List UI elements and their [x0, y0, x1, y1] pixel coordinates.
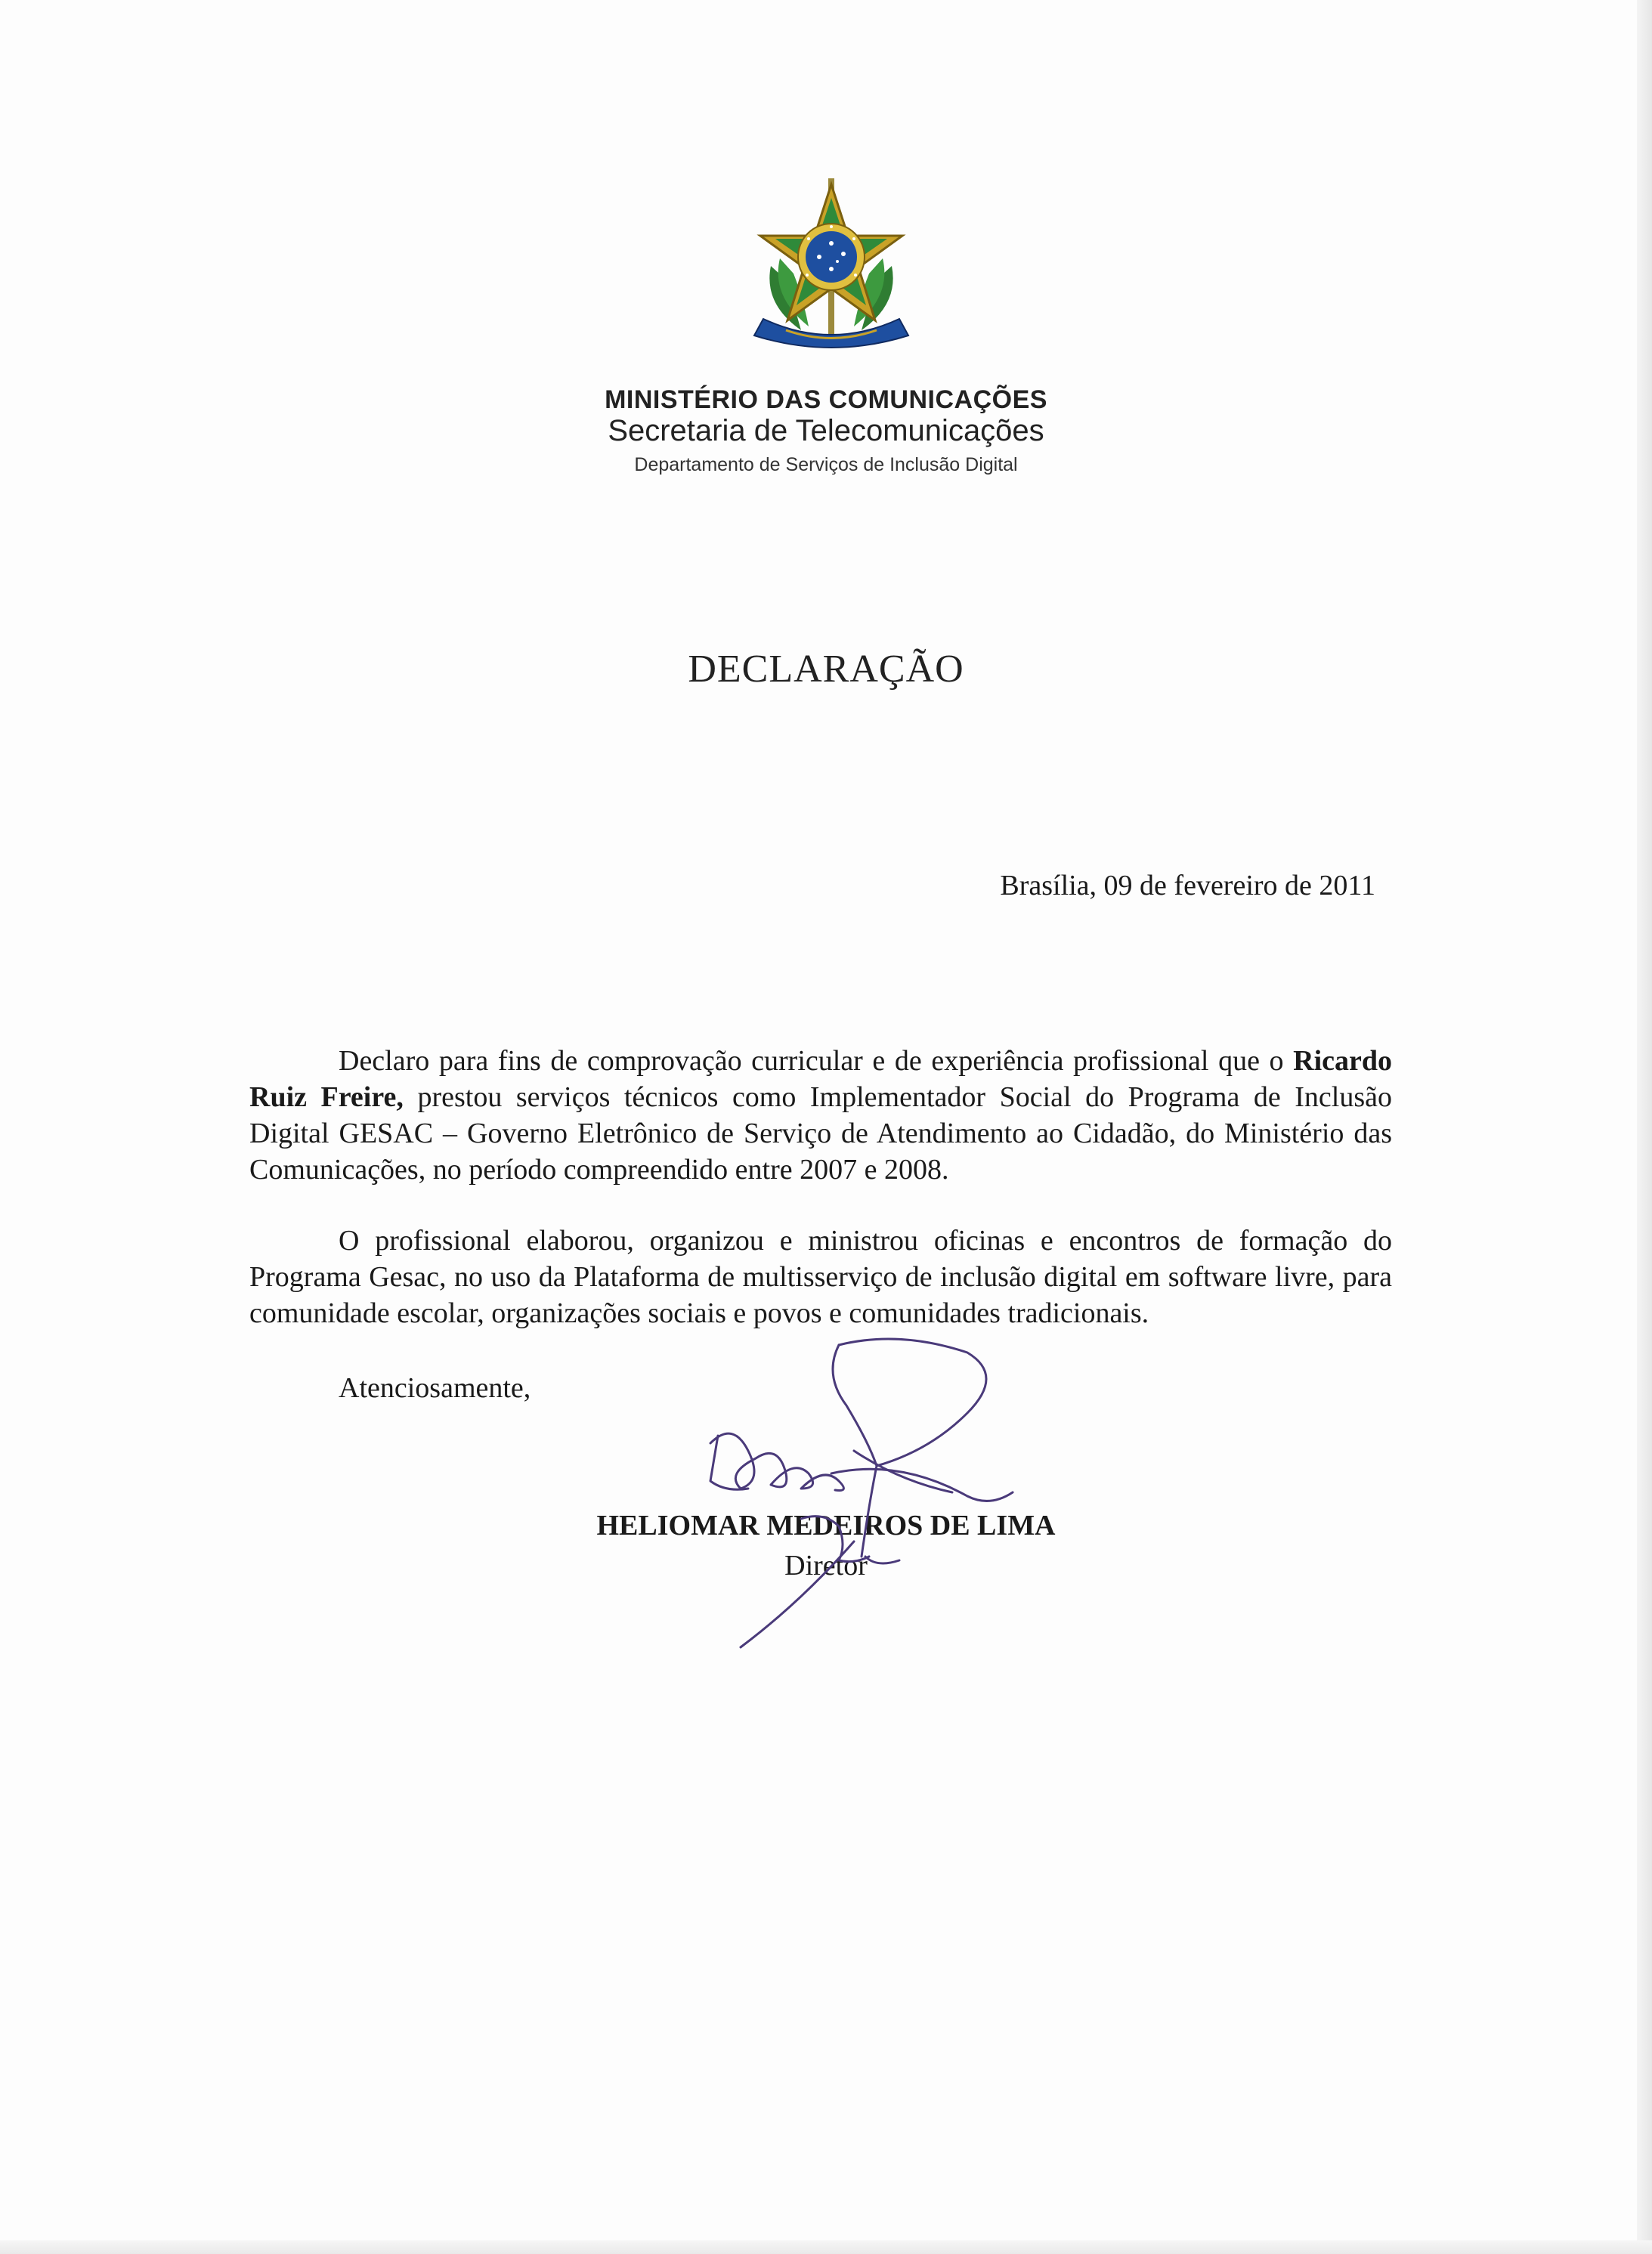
closing-salutation: Atenciosamente,: [339, 1372, 531, 1404]
brazil-coat-of-arms-icon: [741, 175, 922, 357]
signer-role: Diretor: [784, 1550, 868, 1582]
paragraph-1-body: prestou serviços técnicos como Implementador Social do Programa de Inclusão Digital GESAC – Governo Eletrônico de Serviço de Atendimento ao Cidadão, do Ministério das Comunicações, no período compreendido entre 2007 e 2008.: [249, 1081, 1393, 1186]
paragraph-2: [249, 1223, 1392, 1331]
declared-person-name: Ricardo Ruiz Freire,: [249, 1045, 1393, 1113]
paragraph-2-text: O profissional elaborou, organizou e ministrou oficinas e encontros de formação do Programa Gesac, no uso da Plataforma de multisserviço de inclusão digital em software livre, para comunidade escolar, organizações sociais e povos e comunidades tradicionais.: [249, 1225, 1392, 1329]
handwritten-signature: [650, 1330, 1073, 1662]
paragraph-1: [249, 1043, 1392, 1188]
place-date: Brasília, 09 de fevereiro de 2011: [1000, 870, 1375, 901]
document-title: DECLARAÇÃO: [688, 648, 964, 691]
page-edge-bottom: [0, 2240, 1652, 2254]
letterhead-departamento: Departamento de Serviços de Inclusão Digital: [634, 454, 1018, 475]
paragraph-1-intro: Declaro para fins de comprovação curricular e de experiência profissional que o: [339, 1045, 1284, 1077]
letterhead-ministry: MINISTÉRIO DAS COMUNICAÇÕES: [605, 385, 1047, 414]
signer-name: HELIOMAR MEDEIROS DE LIMA: [596, 1510, 1056, 1541]
letterhead-secretaria: Secretaria de Telecomunicações: [608, 414, 1044, 447]
page-edge-right: [1637, 0, 1652, 2254]
